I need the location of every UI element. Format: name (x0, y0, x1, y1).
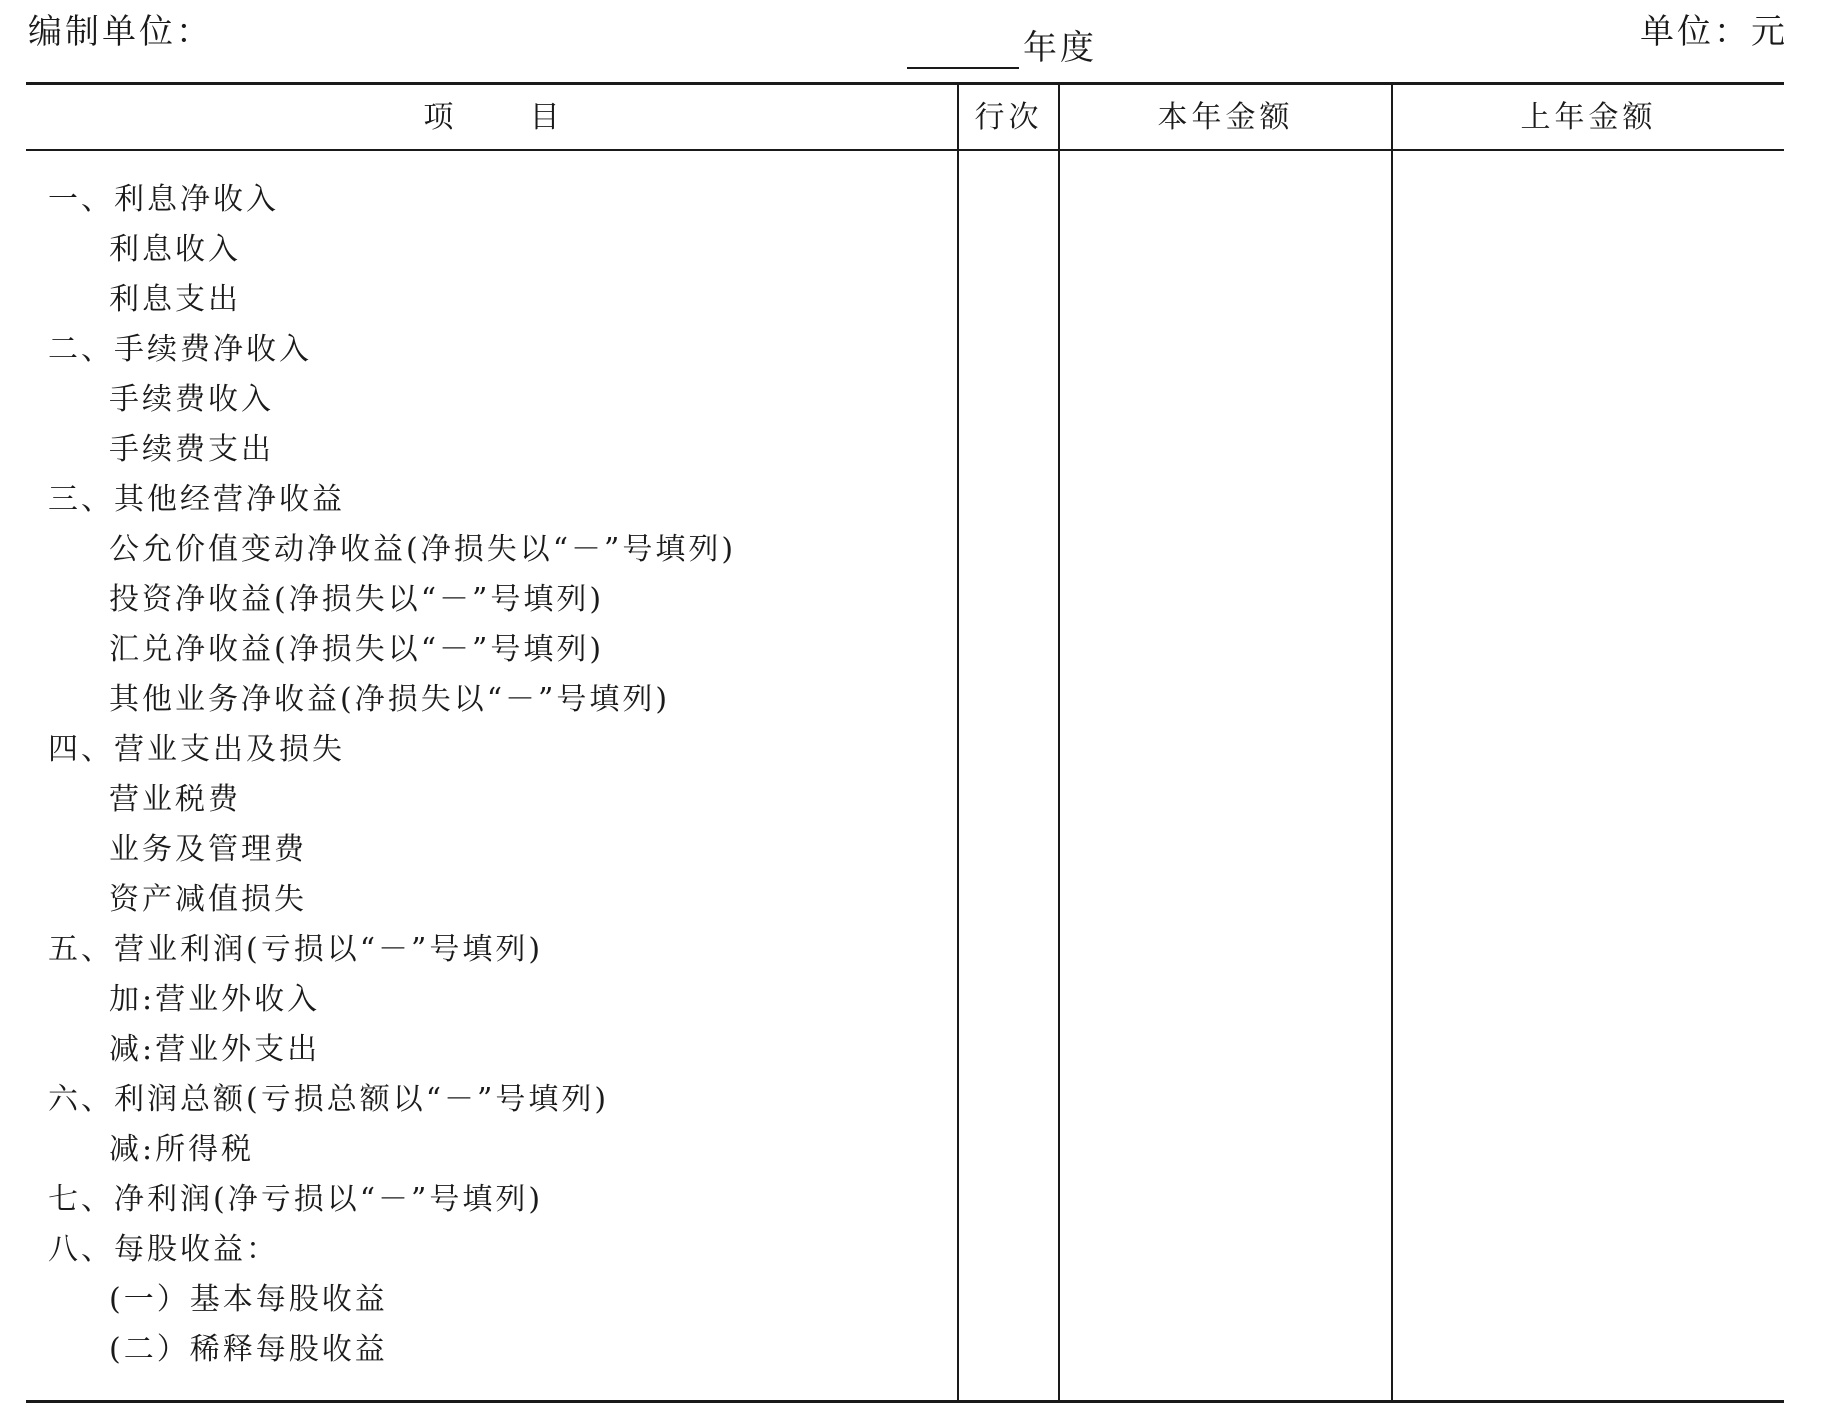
unit-label: 单位：元 (1640, 12, 1788, 52)
table-row: 手续费支出 (109, 432, 274, 467)
table-row: 投资净收益(净损失以“－”号填列) (109, 582, 605, 617)
column-header-line-no: 行次 (974, 100, 1043, 135)
table-row: 六、利润总额(亏损总额以“－”号填列) (48, 1082, 610, 1117)
column-header-prior-year: 上年金额 (1520, 100, 1657, 135)
table-row: 公允价值变动净收益(净损失以“－”号填列) (109, 532, 737, 567)
column-divider (957, 84, 959, 1401)
column-header-item: 项 目 (423, 100, 560, 135)
table-header-rule (26, 149, 1784, 151)
table-row: 八、每股收益： (48, 1232, 279, 1267)
column-divider (1058, 84, 1060, 1401)
fiscal-year-heading (907, 20, 1097, 69)
table-row: 一、利息净收入 (48, 182, 279, 217)
table-row: 其他业务净收益(净损失以“－”号填列) (109, 682, 671, 717)
table-row: (二）稀释每股收益 (109, 1332, 388, 1367)
table-row: 减:所得税 (109, 1132, 255, 1167)
table-row: 三、其他经营净收益 (48, 482, 345, 517)
table-row: (一）基本每股收益 (109, 1282, 388, 1317)
column-divider (1391, 84, 1393, 1401)
table-row: 营业税费 (109, 782, 241, 817)
table-row: 资产减值损失 (109, 882, 307, 917)
org-label: 编制单位： (28, 12, 213, 52)
table-row: 业务及管理费 (109, 832, 307, 867)
table-row: 二、手续费净收入 (48, 332, 312, 367)
table-row: 手续费收入 (109, 382, 274, 417)
table-bottom-rule (26, 1400, 1784, 1403)
income-statement-rows (0, 175, 950, 1375)
year-blank-line (907, 29, 1019, 69)
table-row: 加:营业外收入 (109, 982, 321, 1017)
table-row: 利息支出 (109, 282, 241, 317)
table-row: 七、净利润(净亏损以“－”号填列) (48, 1182, 544, 1217)
table-row: 汇兑净收益(净损失以“－”号填列) (109, 632, 605, 667)
column-header-current-year: 本年金额 (1157, 100, 1294, 135)
table-row: 减:营业外支出 (109, 1032, 321, 1067)
table-row: 五、营业利润(亏损以“－”号填列) (48, 932, 544, 967)
table-row: 四、营业支出及损失 (48, 732, 345, 767)
year-suffix: 年度 (1023, 28, 1097, 68)
table-top-rule (26, 82, 1784, 85)
table-row: 利息收入 (109, 232, 241, 267)
